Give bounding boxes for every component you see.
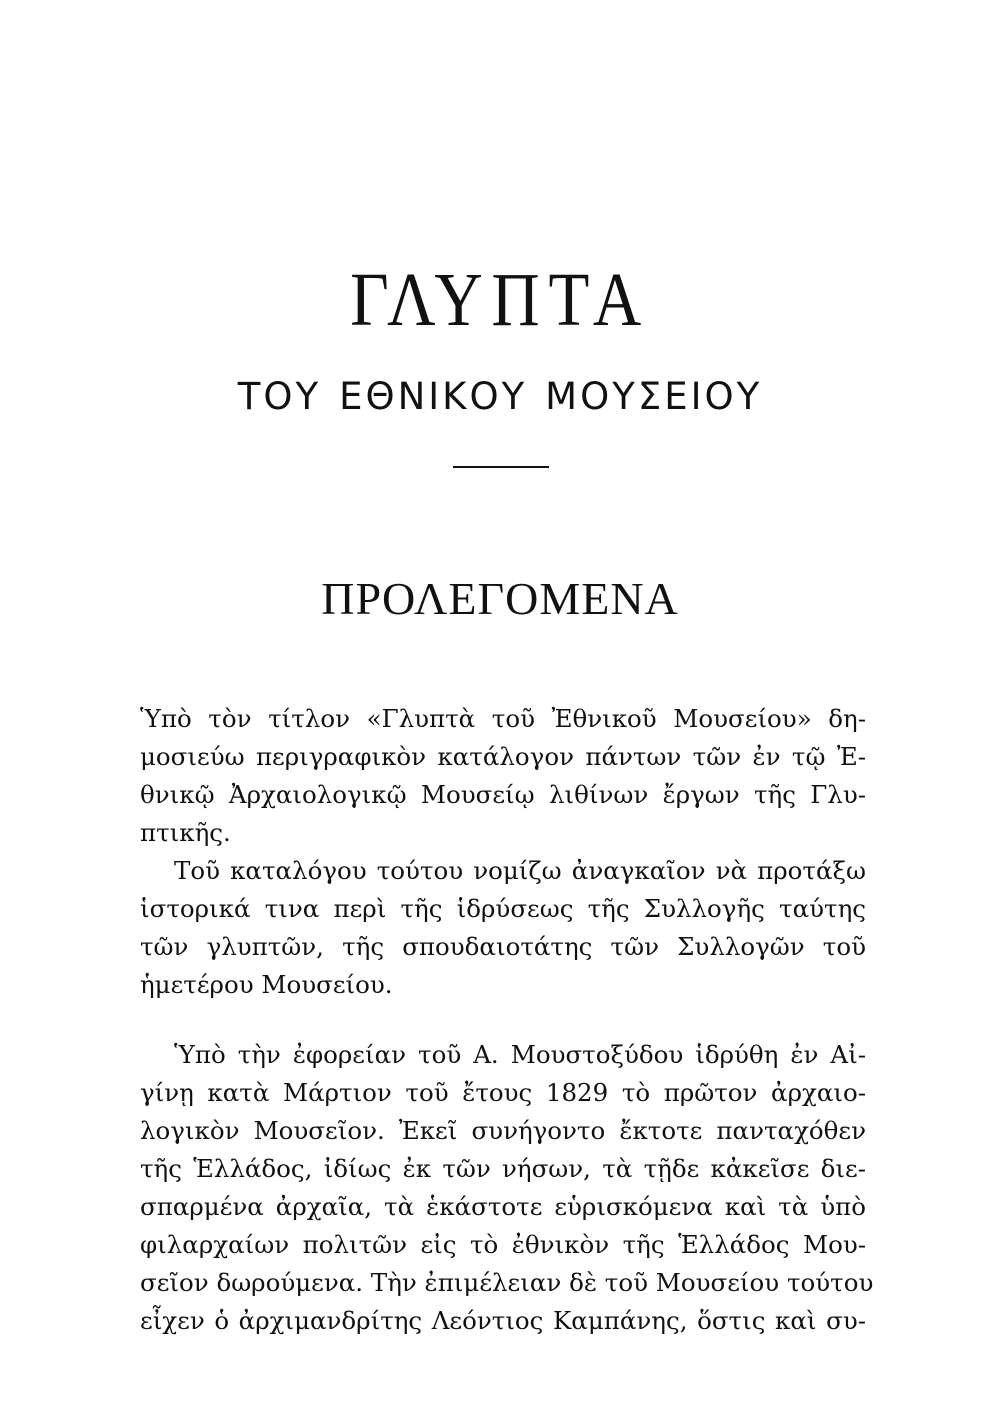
text-line: Ὑπὸ τὴν ἐφορείαν τοῦ Α. Μουστοξύδου ἱδρύθη ἐν Αἰ- bbox=[174, 1040, 866, 1069]
text-line: εἶχεν ὁ ἀρχιμανδρίτης Λεόντιος Καμπάνης, ὅστις καὶ συ- bbox=[140, 1306, 866, 1335]
text-line: ἡμετέρου Μουσείου. bbox=[140, 970, 393, 999]
text-line: γίνῃ κατὰ Μάρτιον τοῦ ἔτους 1829 τὸ πρῶτον ἀρχαιο- bbox=[140, 1078, 866, 1107]
text-line: πτικῆς. bbox=[140, 818, 231, 847]
section-heading: ΠΡΟΛΕΓΟΜΕΝΑ bbox=[321, 573, 679, 624]
text-line: φιλαρχαίων πολιτῶν εἰς τὸ ἐθνικὸν τῆς Ἑλλάδος Μου- bbox=[140, 1230, 866, 1259]
book-title: ΓΛΥΠΤΑ bbox=[350, 258, 650, 342]
text-line: τῶν γλυπτῶν, τῆς σπουδαιοτάτης τῶν Συλλογῶν τοῦ bbox=[140, 932, 866, 961]
paragraph-2 bbox=[140, 1036, 874, 1340]
subtitle-word-2: ΕΘΝΙΚΟΥ bbox=[339, 375, 528, 418]
text-line: λογικὸν Μουσεῖον. Ἐκεῖ συνήγοντο ἔκτοτε πανταχόθεν bbox=[140, 1116, 866, 1145]
text-line: σεῖον δωρούμενα. Τὴν ἐπιμέλειαν δὲ τοῦ Μουσείου τούτου bbox=[140, 1268, 874, 1297]
text-line: Τοῦ καταλόγου τούτου νομίζω ἀναγκαῖον νὰ προτάξω bbox=[174, 856, 866, 885]
book-subtitle bbox=[0, 375, 1000, 418]
text-line: ἱστορικά τινα περὶ τῆς ἱδρύσεως τῆς Συλλογῆς ταύτης bbox=[140, 894, 866, 923]
text-line: μοσιεύω περιγραφικὸν κατάλογον πάντων τῶν ἐν τῷ Ἐ- bbox=[140, 742, 866, 771]
text-line: τῆς Ἑλλάδος, ἰδίως ἐκ τῶν νήσων, τὰ τῇδε κἀκεῖσε διε- bbox=[140, 1154, 866, 1183]
subtitle-word-1: ΤΟΥ bbox=[237, 375, 322, 418]
text-line: Ὑπὸ τὸν τίτλον «Γλυπτὰ τοῦ Ἐθνικοῦ Μουσείου» δη- bbox=[140, 704, 866, 733]
text-line: θνικῷ Ἀρχαιολογικῷ Μουσείῳ λιθίνων ἔργων τῆς Γλυ- bbox=[140, 780, 866, 809]
divider-rule bbox=[453, 466, 549, 468]
text-line: σπαρμένα ἀρχαῖα, τὰ ἑκάστοτε εὑρισκόμενα καὶ τὰ ὑπὸ bbox=[140, 1192, 866, 1221]
paragraph-1 bbox=[140, 700, 866, 1004]
subtitle-word-3: ΜΟΥΣΕΙΟΥ bbox=[545, 375, 763, 418]
